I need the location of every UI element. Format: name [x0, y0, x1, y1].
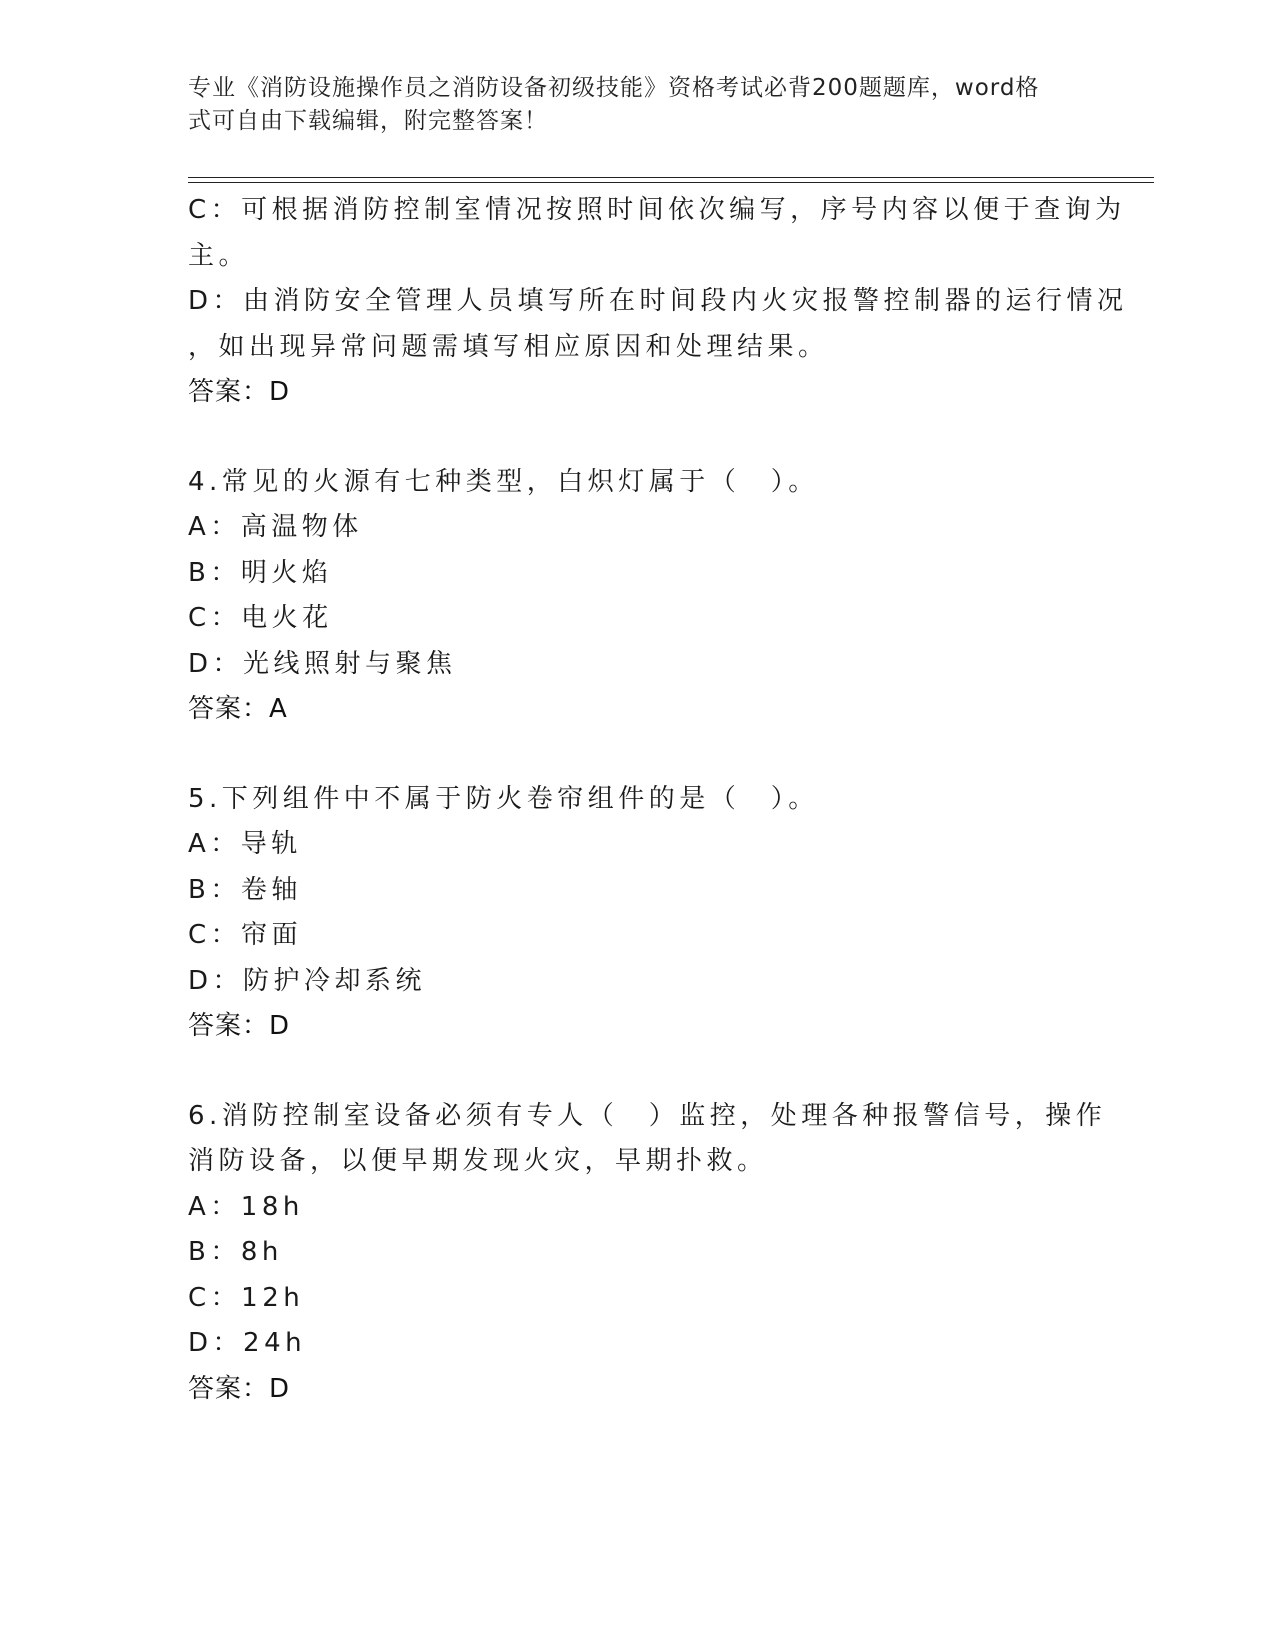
header-divider-top: [188, 177, 1154, 178]
option-c: C：帘面: [188, 920, 303, 950]
question-3-continued: [188, 188, 1128, 416]
answer-q5: 答案：D: [188, 1011, 291, 1041]
question-stem: 4.常见的火源有七种类型，白炽灯属于（ ）。: [188, 466, 819, 497]
document-header: [188, 72, 1078, 138]
document-body: [188, 188, 1128, 1412]
option-d-line-1: D：由消防安全管理人员填写所在时间段内火灾报警控制器的运行情况: [188, 286, 1128, 316]
question-stem-line-2: 消防设备，以便早期发现火灾，早期扑救。: [188, 1146, 768, 1176]
header-line-1: 专业《消防设施操作员之消防设备初级技能》资格考试必背200题题库，word格: [188, 75, 1040, 101]
answer-q6: 答案：D: [188, 1373, 291, 1404]
question-5: [188, 777, 1088, 1050]
option-b: B：明火焰: [188, 557, 333, 588]
option-a: A：高温物体: [188, 512, 363, 542]
header-divider-bottom: [188, 182, 1154, 183]
option-c: C：12h: [188, 1282, 305, 1313]
option-d: D：24h: [188, 1328, 307, 1358]
header-line-2: 式可自由下载编辑，附完整答案！: [188, 108, 548, 134]
option-d: D：光线照射与聚焦: [188, 648, 457, 679]
option-a: A：导轨: [188, 829, 302, 859]
option-b: B：8h: [188, 1237, 283, 1267]
option-c-line-1: C：可根据消防控制室情况按照时间依次编写，序号内容以便于查询为: [188, 195, 1126, 225]
option-d-line-2: ，如出现异常问题需填写相应原因和处理结果。: [188, 331, 829, 362]
option-c-line-2: 主。: [188, 240, 250, 271]
option-d: D：防护冷却系统: [188, 965, 427, 996]
question-4: [188, 460, 1088, 733]
question-stem-line-1: 6.消防控制室设备必须有专人（ ）监控，处理各种报警信号，操作: [188, 1100, 1107, 1131]
option-c: C：电火花: [188, 603, 333, 633]
option-a: A：18h: [188, 1191, 304, 1222]
question-6: [188, 1094, 1107, 1413]
option-b: B：卷轴: [188, 874, 302, 905]
answer-q3: 答案：D: [188, 377, 291, 407]
question-stem: 5.下列组件中不属于防火卷帘组件的是（ ）。: [188, 783, 819, 814]
answer-q4: 答案：A: [188, 694, 288, 724]
